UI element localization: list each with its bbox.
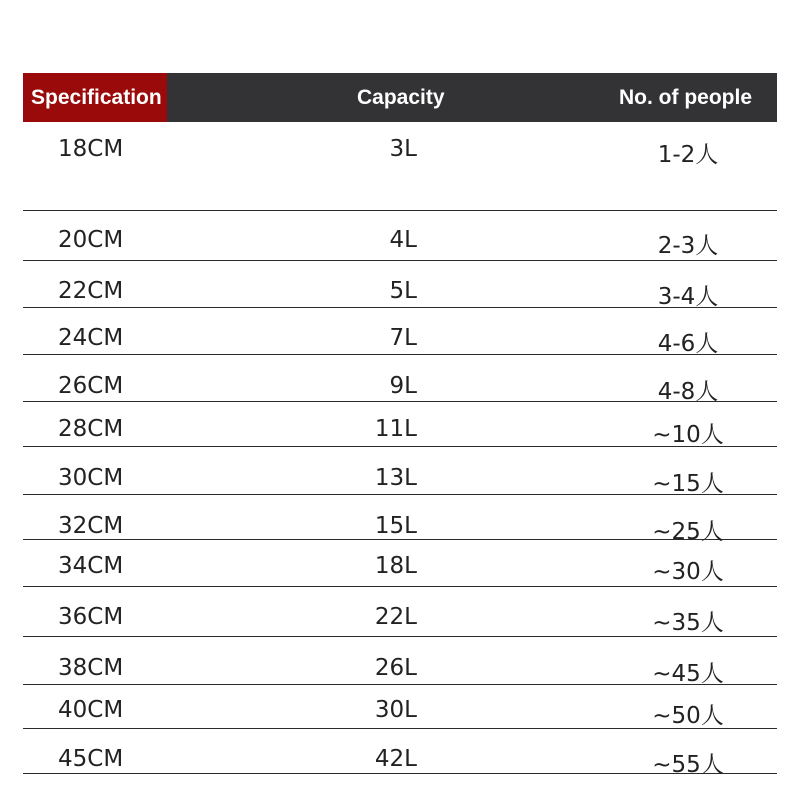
table-row bbox=[23, 587, 777, 637]
cell-capacity: 4L bbox=[389, 227, 417, 253]
table-row bbox=[23, 447, 777, 495]
table-row bbox=[23, 211, 777, 261]
cell-people: 2-3人 bbox=[657, 233, 719, 259]
table-row bbox=[23, 540, 777, 587]
cell-capacity: 7L bbox=[389, 325, 417, 351]
cell-people: ~50人 bbox=[652, 703, 724, 729]
cell-capacity: 30L bbox=[374, 697, 417, 723]
table-row bbox=[23, 355, 777, 405]
cell-specification: 36CM bbox=[58, 604, 124, 630]
header-people: No. of people bbox=[619, 86, 752, 109]
cell-people: ~55人 bbox=[652, 752, 724, 778]
cell-capacity: 3L bbox=[389, 136, 417, 162]
cell-people: ~15人 bbox=[652, 471, 724, 497]
cell-specification: 38CM bbox=[58, 655, 124, 681]
cell-specification: 28CM bbox=[58, 416, 124, 442]
cell-people: ~30人 bbox=[652, 559, 724, 585]
cell-people: ~10人 bbox=[652, 422, 724, 448]
table-row bbox=[23, 308, 777, 355]
cell-specification: 34CM bbox=[58, 553, 124, 579]
table-header bbox=[23, 73, 777, 122]
cell-specification: 22CM bbox=[58, 278, 124, 304]
table-row bbox=[23, 729, 777, 778]
cell-people: ~25人 bbox=[652, 519, 724, 545]
cell-capacity: 11L bbox=[374, 416, 417, 442]
header-capacity: Capacity bbox=[357, 86, 445, 109]
cell-capacity: 18L bbox=[374, 553, 417, 579]
cell-capacity: 5L bbox=[389, 278, 417, 304]
header-specification: Specification bbox=[31, 86, 162, 109]
table-row bbox=[23, 261, 777, 308]
cell-people: ~35人 bbox=[652, 610, 724, 636]
cell-specification: 18CM bbox=[58, 136, 124, 162]
spec-table bbox=[23, 73, 777, 778]
cell-specification: 24CM bbox=[58, 325, 124, 351]
cell-capacity: 15L bbox=[374, 513, 417, 539]
cell-people: 4-6人 bbox=[657, 331, 719, 357]
cell-specification: 20CM bbox=[58, 227, 124, 253]
table-row bbox=[23, 637, 777, 685]
cell-capacity: 26L bbox=[374, 655, 417, 681]
table-row bbox=[23, 495, 777, 545]
cell-capacity: 42L bbox=[374, 746, 417, 772]
cell-specification: 45CM bbox=[58, 746, 124, 772]
cell-capacity: 9L bbox=[389, 373, 417, 399]
table-row bbox=[23, 402, 777, 447]
cell-people: 4-8人 bbox=[657, 379, 719, 405]
cell-specification: 26CM bbox=[58, 373, 124, 399]
cell-capacity: 22L bbox=[374, 604, 417, 630]
cell-specification: 32CM bbox=[58, 513, 124, 539]
cell-people: ~45人 bbox=[652, 661, 724, 687]
cell-specification: 40CM bbox=[58, 697, 124, 723]
cell-specification: 30CM bbox=[58, 465, 124, 491]
cell-people: 3-4人 bbox=[657, 284, 719, 310]
table-row bbox=[23, 685, 777, 729]
table-row bbox=[23, 122, 777, 211]
cell-people: 1-2人 bbox=[657, 142, 719, 168]
cell-capacity: 13L bbox=[374, 465, 417, 491]
